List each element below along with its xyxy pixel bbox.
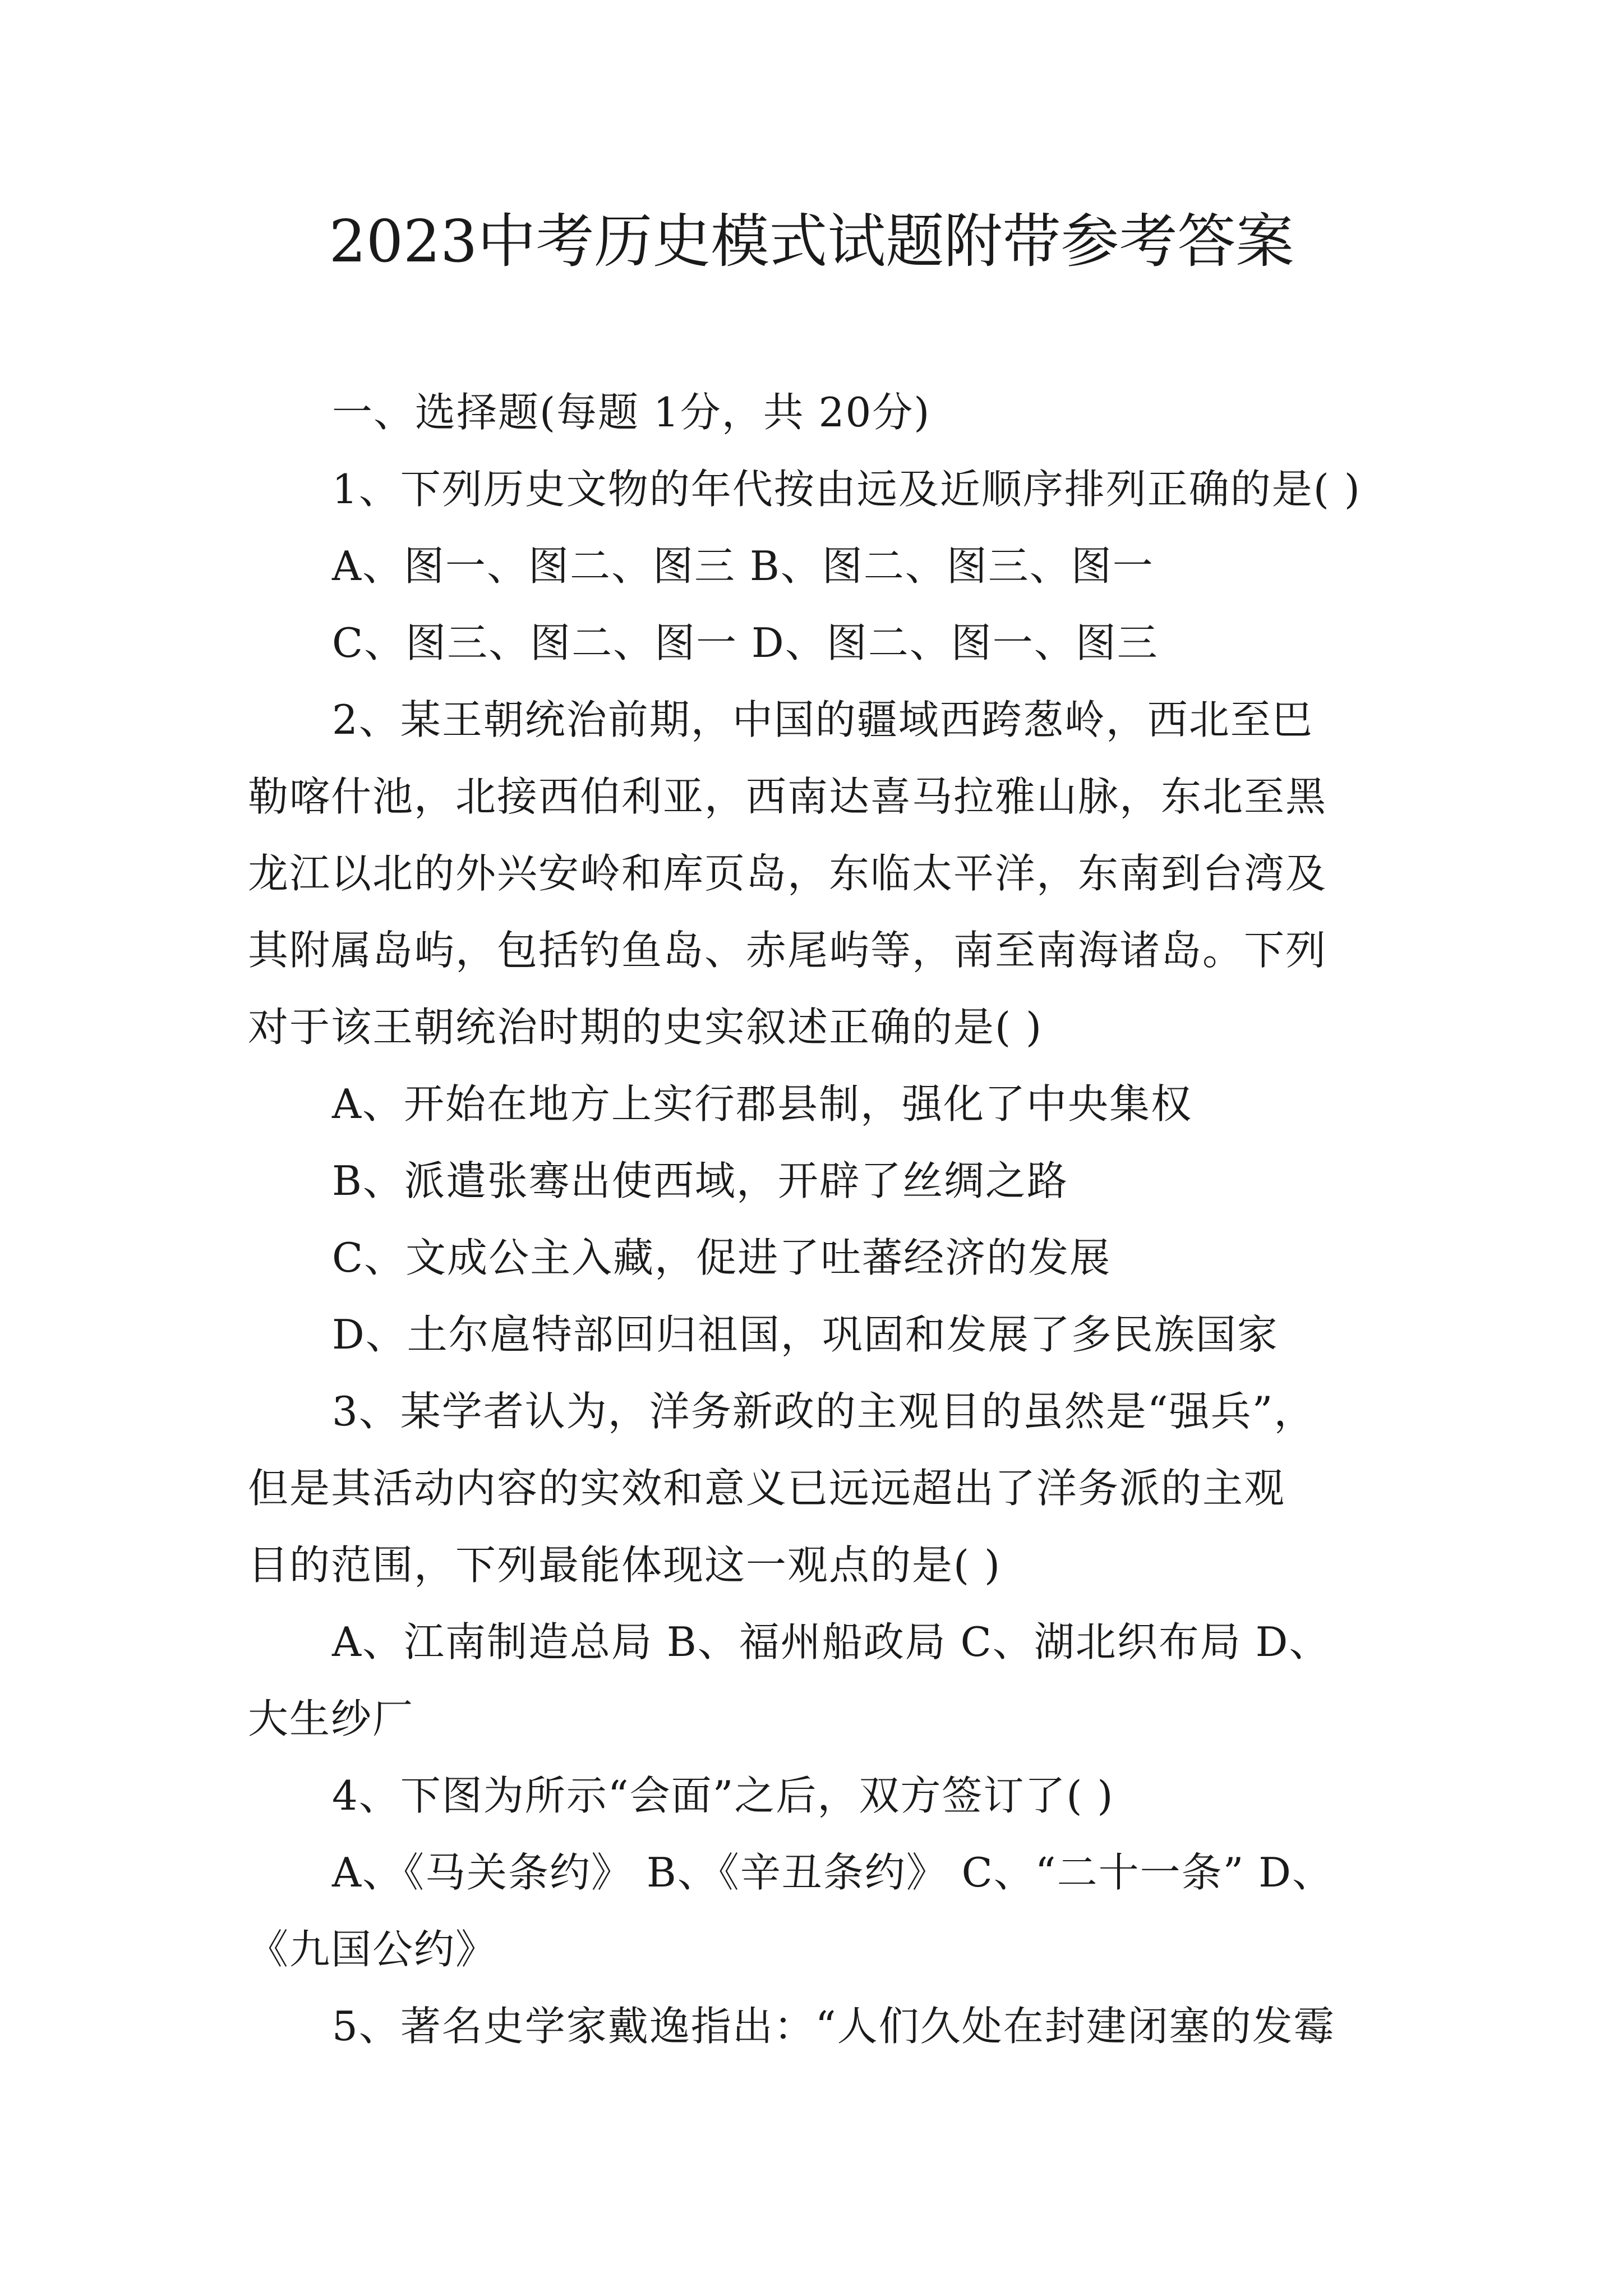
- document-title: 2023中考历史模式试题附带参考答案: [329, 207, 1294, 275]
- question-5-stem-line-1: 5、著名史学家戴逸指出：“人们久处在封建闭塞的发霉: [332, 2003, 1335, 2050]
- question-2-option-a: A、开始在地方上实行郡县制，强化了中央集权: [332, 1080, 1192, 1128]
- question-1-stem: 1、下列历史文物的年代按由远及近顺序排列正确的是( ): [332, 466, 1361, 513]
- question-1-options-ab: A、图一、图二、图三 B、图二、图三、图一: [332, 542, 1154, 590]
- section-heading: 一、选择题(每题 1分，共 20分): [332, 389, 931, 436]
- question-2-stem-line-5: 对于该王朝统治时期的史实叙述正确的是( ): [248, 1004, 1043, 1051]
- question-3-stem-line-1: 3、某学者认为，洋务新政的主观目的虽然是“强兵”，: [332, 1388, 1316, 1435]
- question-2-option-b: B、派遣张骞出使西域，开辟了丝绸之路: [332, 1157, 1068, 1204]
- question-2-option-d: D、土尔扈特部回归祖国，巩固和发展了多民族国家: [332, 1311, 1279, 1358]
- question-3-stem-line-3: 目的范围，下列最能体现这一观点的是( ): [248, 1542, 1002, 1589]
- question-4-stem: 4、下图为所示“会面”之后，双方签订了( ): [332, 1772, 1114, 1819]
- question-3-stem-line-2: 但是其活动内容的实效和意义已远远超出了洋务派的主观: [248, 1465, 1286, 1512]
- question-3-options-wrap: 大生纱厂: [248, 1695, 414, 1742]
- question-2-stem-line-3: 龙江以北的外兴安岭和库页岛，东临太平洋，东南到台湾及: [248, 850, 1327, 897]
- question-3-options: A、江南制造总局 B、福州船政局 C、湖北织布局 D、: [332, 1618, 1331, 1665]
- question-2-stem-line-1: 2、某王朝统治前期，中国的疆域西跨葱岭，西北至巴: [332, 696, 1313, 743]
- question-4-options: A、《马关条约》 B、《辛丑条约》 C、“二十一条” D、: [332, 1849, 1334, 1896]
- question-2-stem-line-4: 其附属岛屿，包括钓鱼岛、赤尾屿等，南至南海诸岛。下列: [248, 927, 1327, 974]
- question-4-options-wrap: 《九国公约》: [248, 1926, 497, 1973]
- question-2-stem-line-2: 勒喀什池，北接西伯利亚，西南达喜马拉雅山脉，东北至黑: [248, 773, 1327, 820]
- question-2-option-c: C、文成公主入藏，促进了吐蕃经济的发展: [332, 1234, 1112, 1281]
- question-1-options-cd: C、图三、图二、图一 D、图二、图一、图三: [332, 619, 1159, 666]
